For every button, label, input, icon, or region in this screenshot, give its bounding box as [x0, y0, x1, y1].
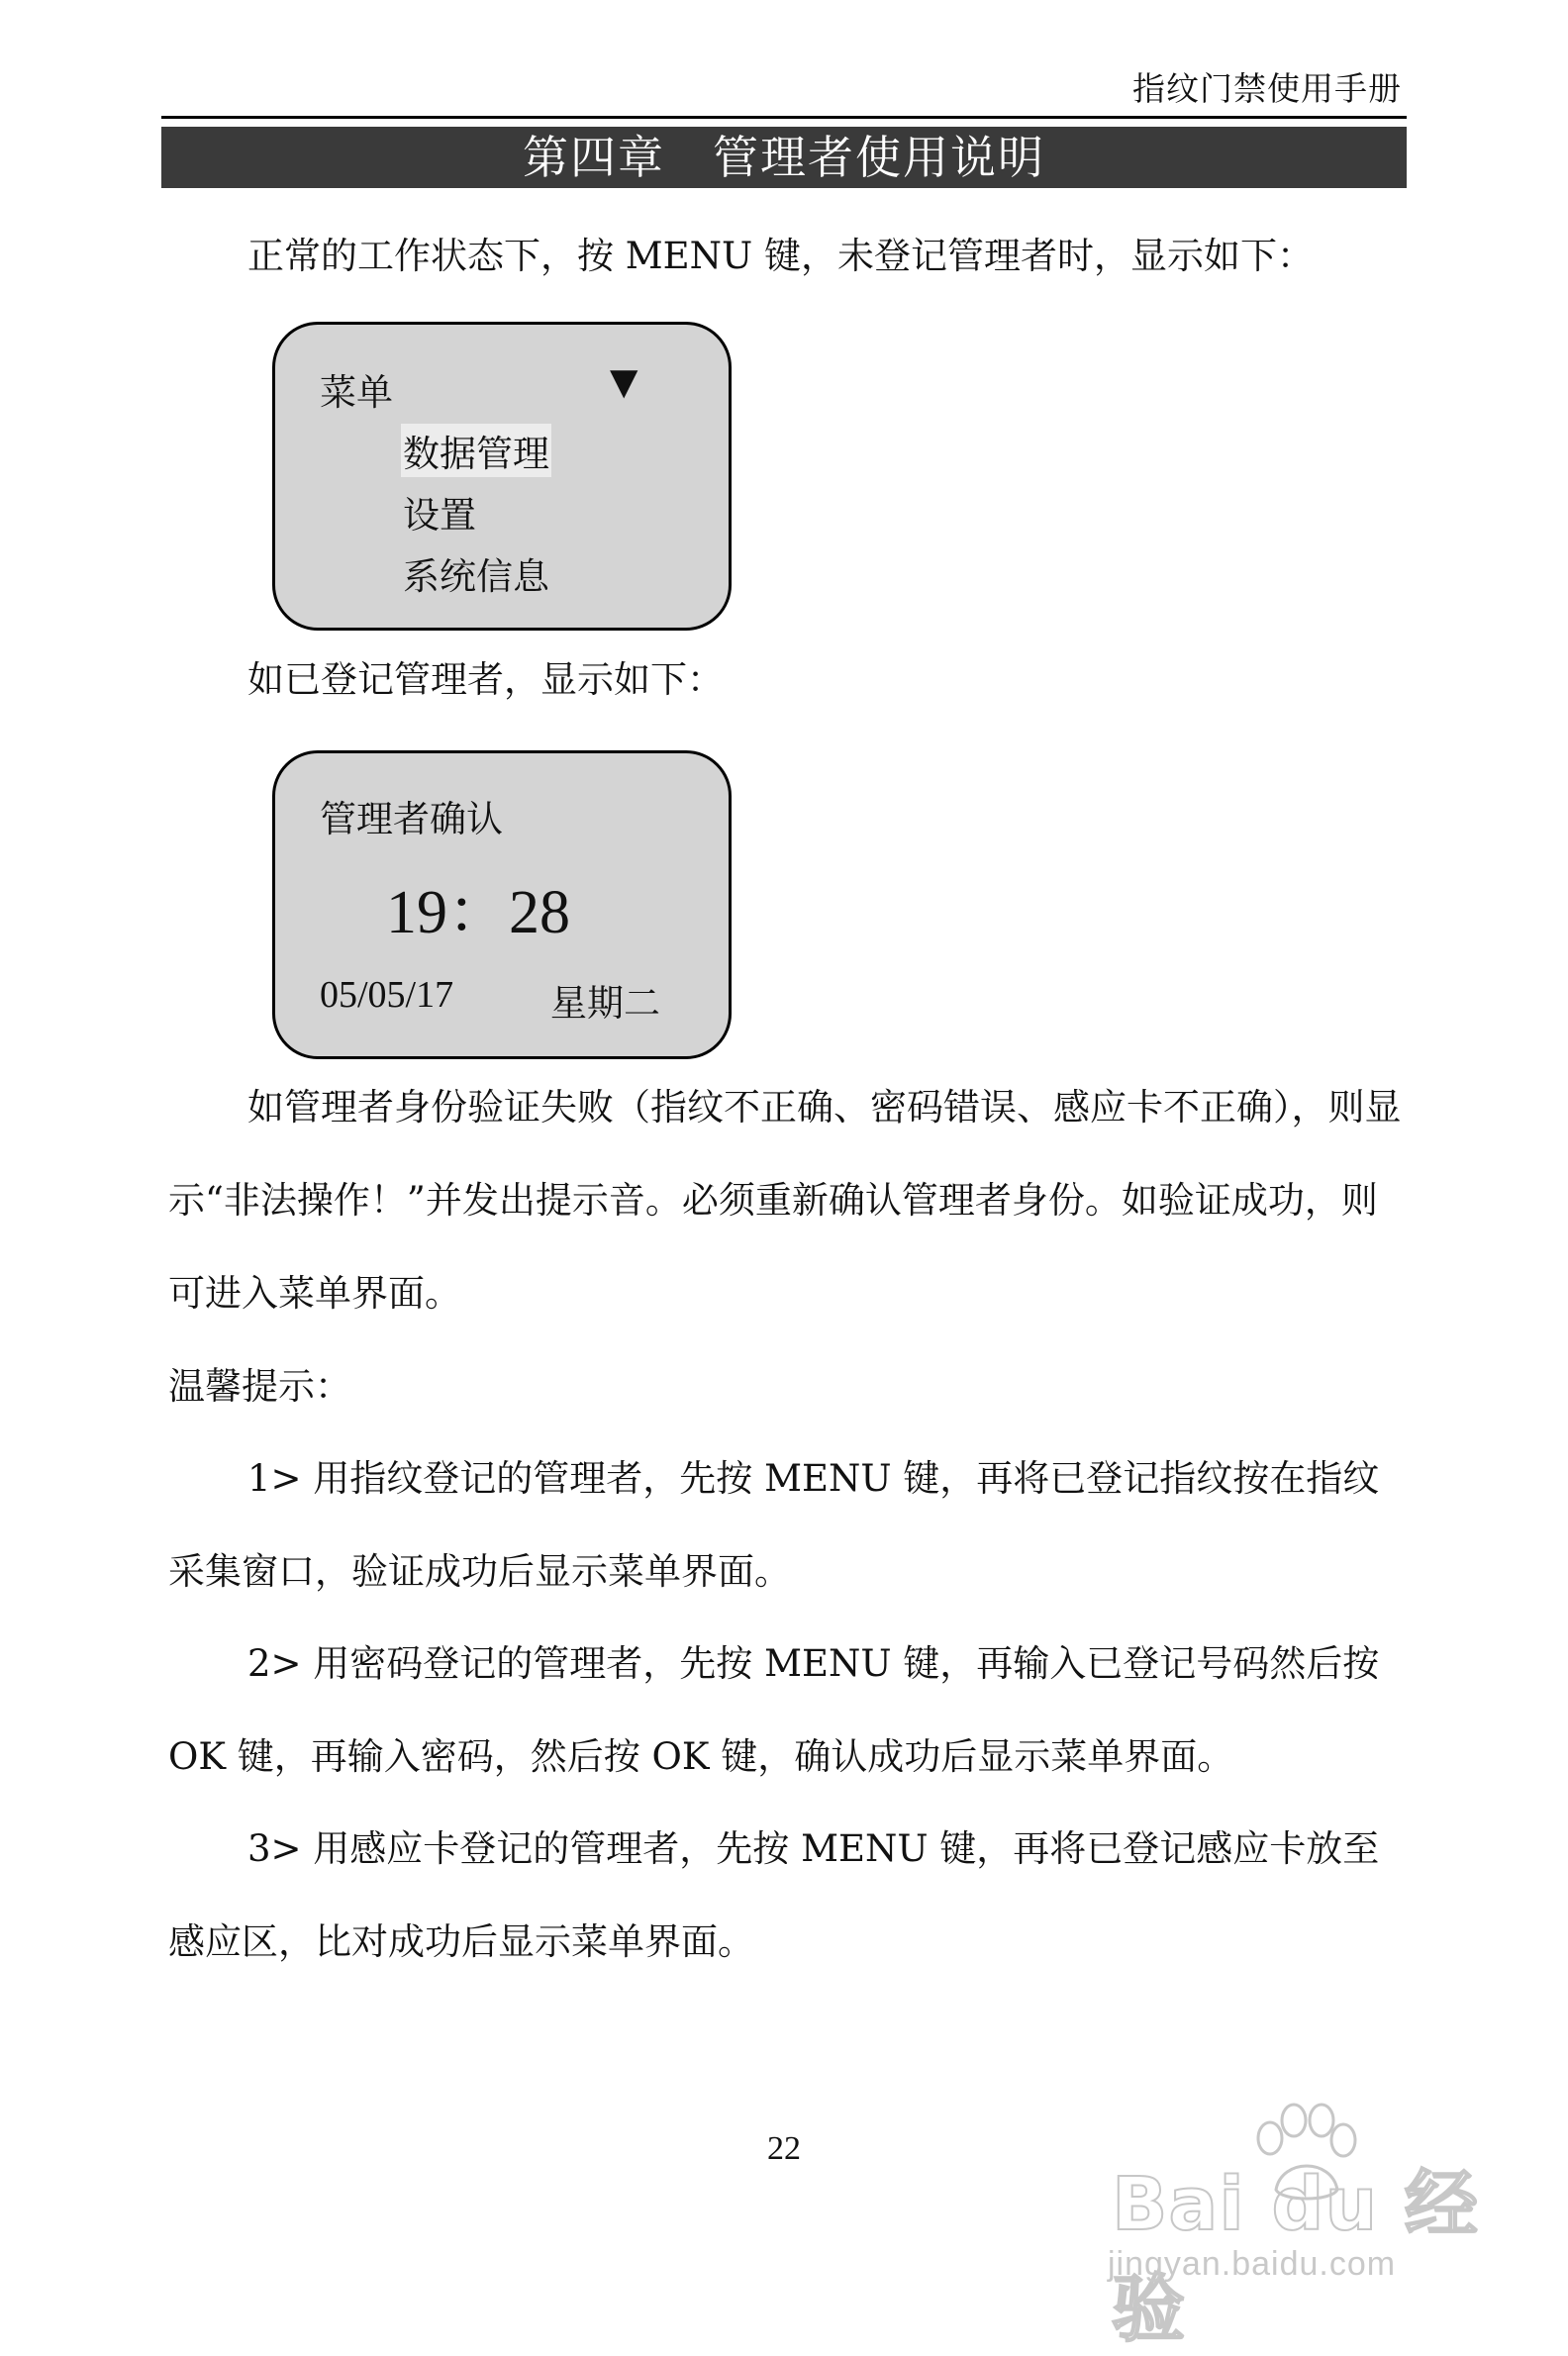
tip-card: 3> 用感应卡登记的管理者，先按 MENU 键，再将已登记感应卡放至感应区，比对成功后显示菜单界面。	[168, 1827, 1380, 1963]
weekday-display: 星期二	[550, 982, 660, 1025]
menu-screen	[272, 322, 732, 631]
watermark	[1084, 2099, 1480, 2352]
menu-item-data-management: 数据管理	[401, 424, 551, 477]
watermark-url: jingyan.baidu.com	[1108, 2245, 1397, 2283]
clock-time: 19：28	[386, 879, 571, 946]
intro-paragraph: 正常的工作状态下，按 MENU 键，未登记管理者时，显示如下：	[247, 235, 1314, 277]
failure-paragraph: 如管理者身份验证失败（指纹不正确、密码错误、感应卡不正确），则显示“非法操作！”并发出提示音。必须重新确认管理者身份。如验证成功，则可进入菜单界面。	[168, 1086, 1402, 1315]
watermark-logo: Bai du 经验	[1112, 2162, 1479, 2352]
chapter-title-bar: 第四章 管理者使用说明	[161, 127, 1407, 188]
confirm-screen-title: 管理者确认	[320, 798, 503, 840]
registered-intro: 如已登记管理者，显示如下：	[247, 658, 724, 701]
date-display: 05/05/17	[320, 974, 454, 1016]
tip-password: 2> 用密码登记的管理者，先按 MENU 键，再输入已登记号码然后按 OK 键，再输入密码，然后按 OK 键，确认成功后显示菜单界面。	[168, 1642, 1380, 1778]
menu-screen-title: 菜单	[320, 371, 393, 414]
tip-fingerprint: 1> 用指纹登记的管理者，先按 MENU 键，再将已登记指纹按在指纹采集窗口，验证成功后显示菜单界面。	[168, 1457, 1380, 1593]
admin-confirm-screen	[272, 750, 732, 1059]
menu-item-system-info: 系统信息	[403, 555, 549, 598]
tips-heading: 温馨提示：	[168, 1365, 351, 1408]
menu-item-settings: 设置	[403, 494, 476, 537]
page-number: 22	[767, 2130, 801, 2167]
header-rule	[161, 116, 1407, 119]
scroll-down-arrow-icon: ▼	[610, 360, 638, 403]
header-title: 指纹门禁使用手册	[1132, 69, 1402, 108]
